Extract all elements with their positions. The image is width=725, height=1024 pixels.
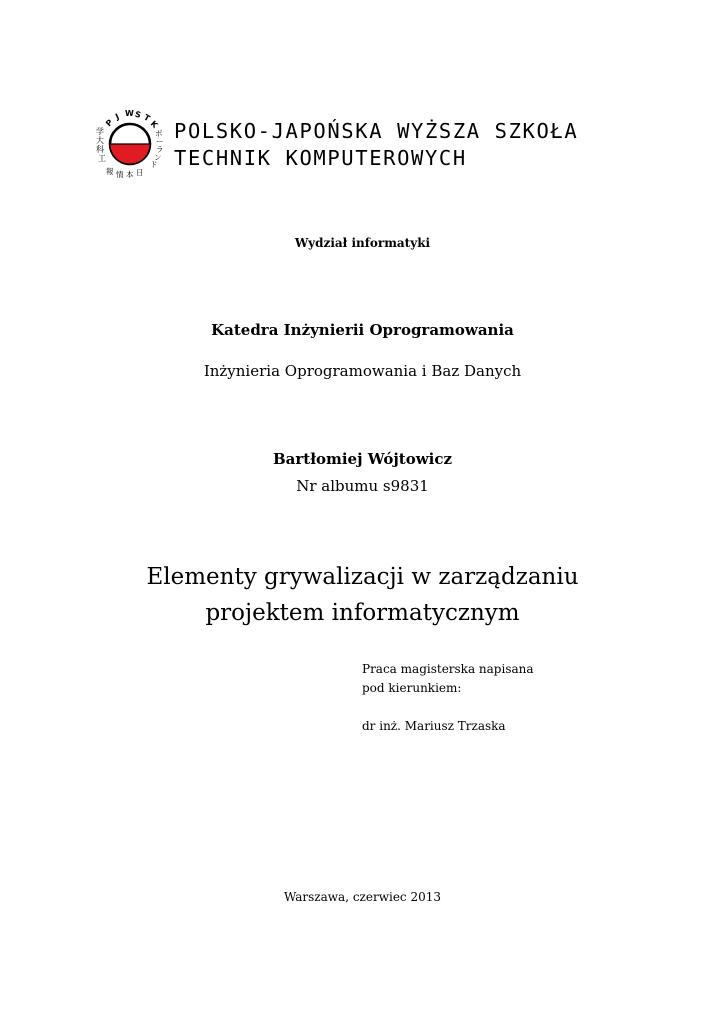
university-emblem-icon bbox=[92, 110, 172, 190]
emblem-glyph-top: W bbox=[125, 110, 134, 118]
emblem-glyph-left: 科 bbox=[96, 145, 104, 154]
place-date: Warszawa, czerwiec 2013 bbox=[283, 890, 442, 904]
emblem-glyph-right: ラ bbox=[156, 145, 164, 154]
thesis-title bbox=[0, 559, 725, 631]
emblem-glyph-bottom: 日 bbox=[136, 168, 144, 177]
emblem-glyph-right: ド bbox=[150, 160, 158, 169]
album-number: Nr albumu s9831 bbox=[296, 477, 429, 495]
thesis-title-line: Elementy grywalizacji w zarządzaniu bbox=[146, 564, 579, 590]
university-name-line: TECHNIK KOMPUTEROWYCH bbox=[174, 146, 467, 170]
emblem-glyph-top: J bbox=[114, 112, 121, 122]
thesis-title-line: projektem informatycznym bbox=[205, 600, 520, 626]
university-logo bbox=[92, 110, 632, 190]
faculty-name: Wydział informatyki bbox=[294, 236, 431, 250]
emblem-glyph-right: ン bbox=[154, 153, 162, 162]
emblem-glyph-left: 大 bbox=[96, 136, 104, 145]
university-name-line: POLSKO-JAPOŃSKA WYŻSZA SZKOŁA bbox=[174, 119, 579, 143]
program-name: Inżynieria Oprogramowania i Baz Danych bbox=[203, 362, 522, 380]
emblem-glyph-right: ポ bbox=[155, 129, 163, 138]
university-name bbox=[174, 118, 624, 172]
emblem-glyph-top: P bbox=[104, 117, 115, 129]
author-name: Bartłomiej Wójtowicz bbox=[272, 450, 453, 468]
emblem-glyph-bottom: 本 bbox=[126, 170, 134, 179]
emblem-glyph-top: S bbox=[134, 110, 142, 120]
supervision-line: pod kierunkiem: bbox=[362, 681, 462, 695]
emblem-glyph-top: T bbox=[142, 112, 152, 124]
emblem-red-half bbox=[110, 144, 149, 164]
emblem-glyph-left: 工 bbox=[98, 154, 106, 163]
department-name: Katedra Inżynierii Oprogramowania bbox=[211, 321, 514, 339]
emblem-glyph-left: 学 bbox=[96, 127, 104, 136]
supervision-note bbox=[362, 660, 534, 698]
emblem-glyph-right: ー bbox=[156, 137, 164, 146]
emblem-glyph-bottom: 報 bbox=[106, 167, 114, 176]
supervisor-name: dr inż. Mariusz Trzaska bbox=[362, 719, 506, 733]
emblem-glyph-bottom: 情 bbox=[116, 170, 124, 179]
supervision-line: Praca magisterska napisana bbox=[362, 662, 534, 676]
emblem-glyph-top: K bbox=[148, 119, 160, 130]
